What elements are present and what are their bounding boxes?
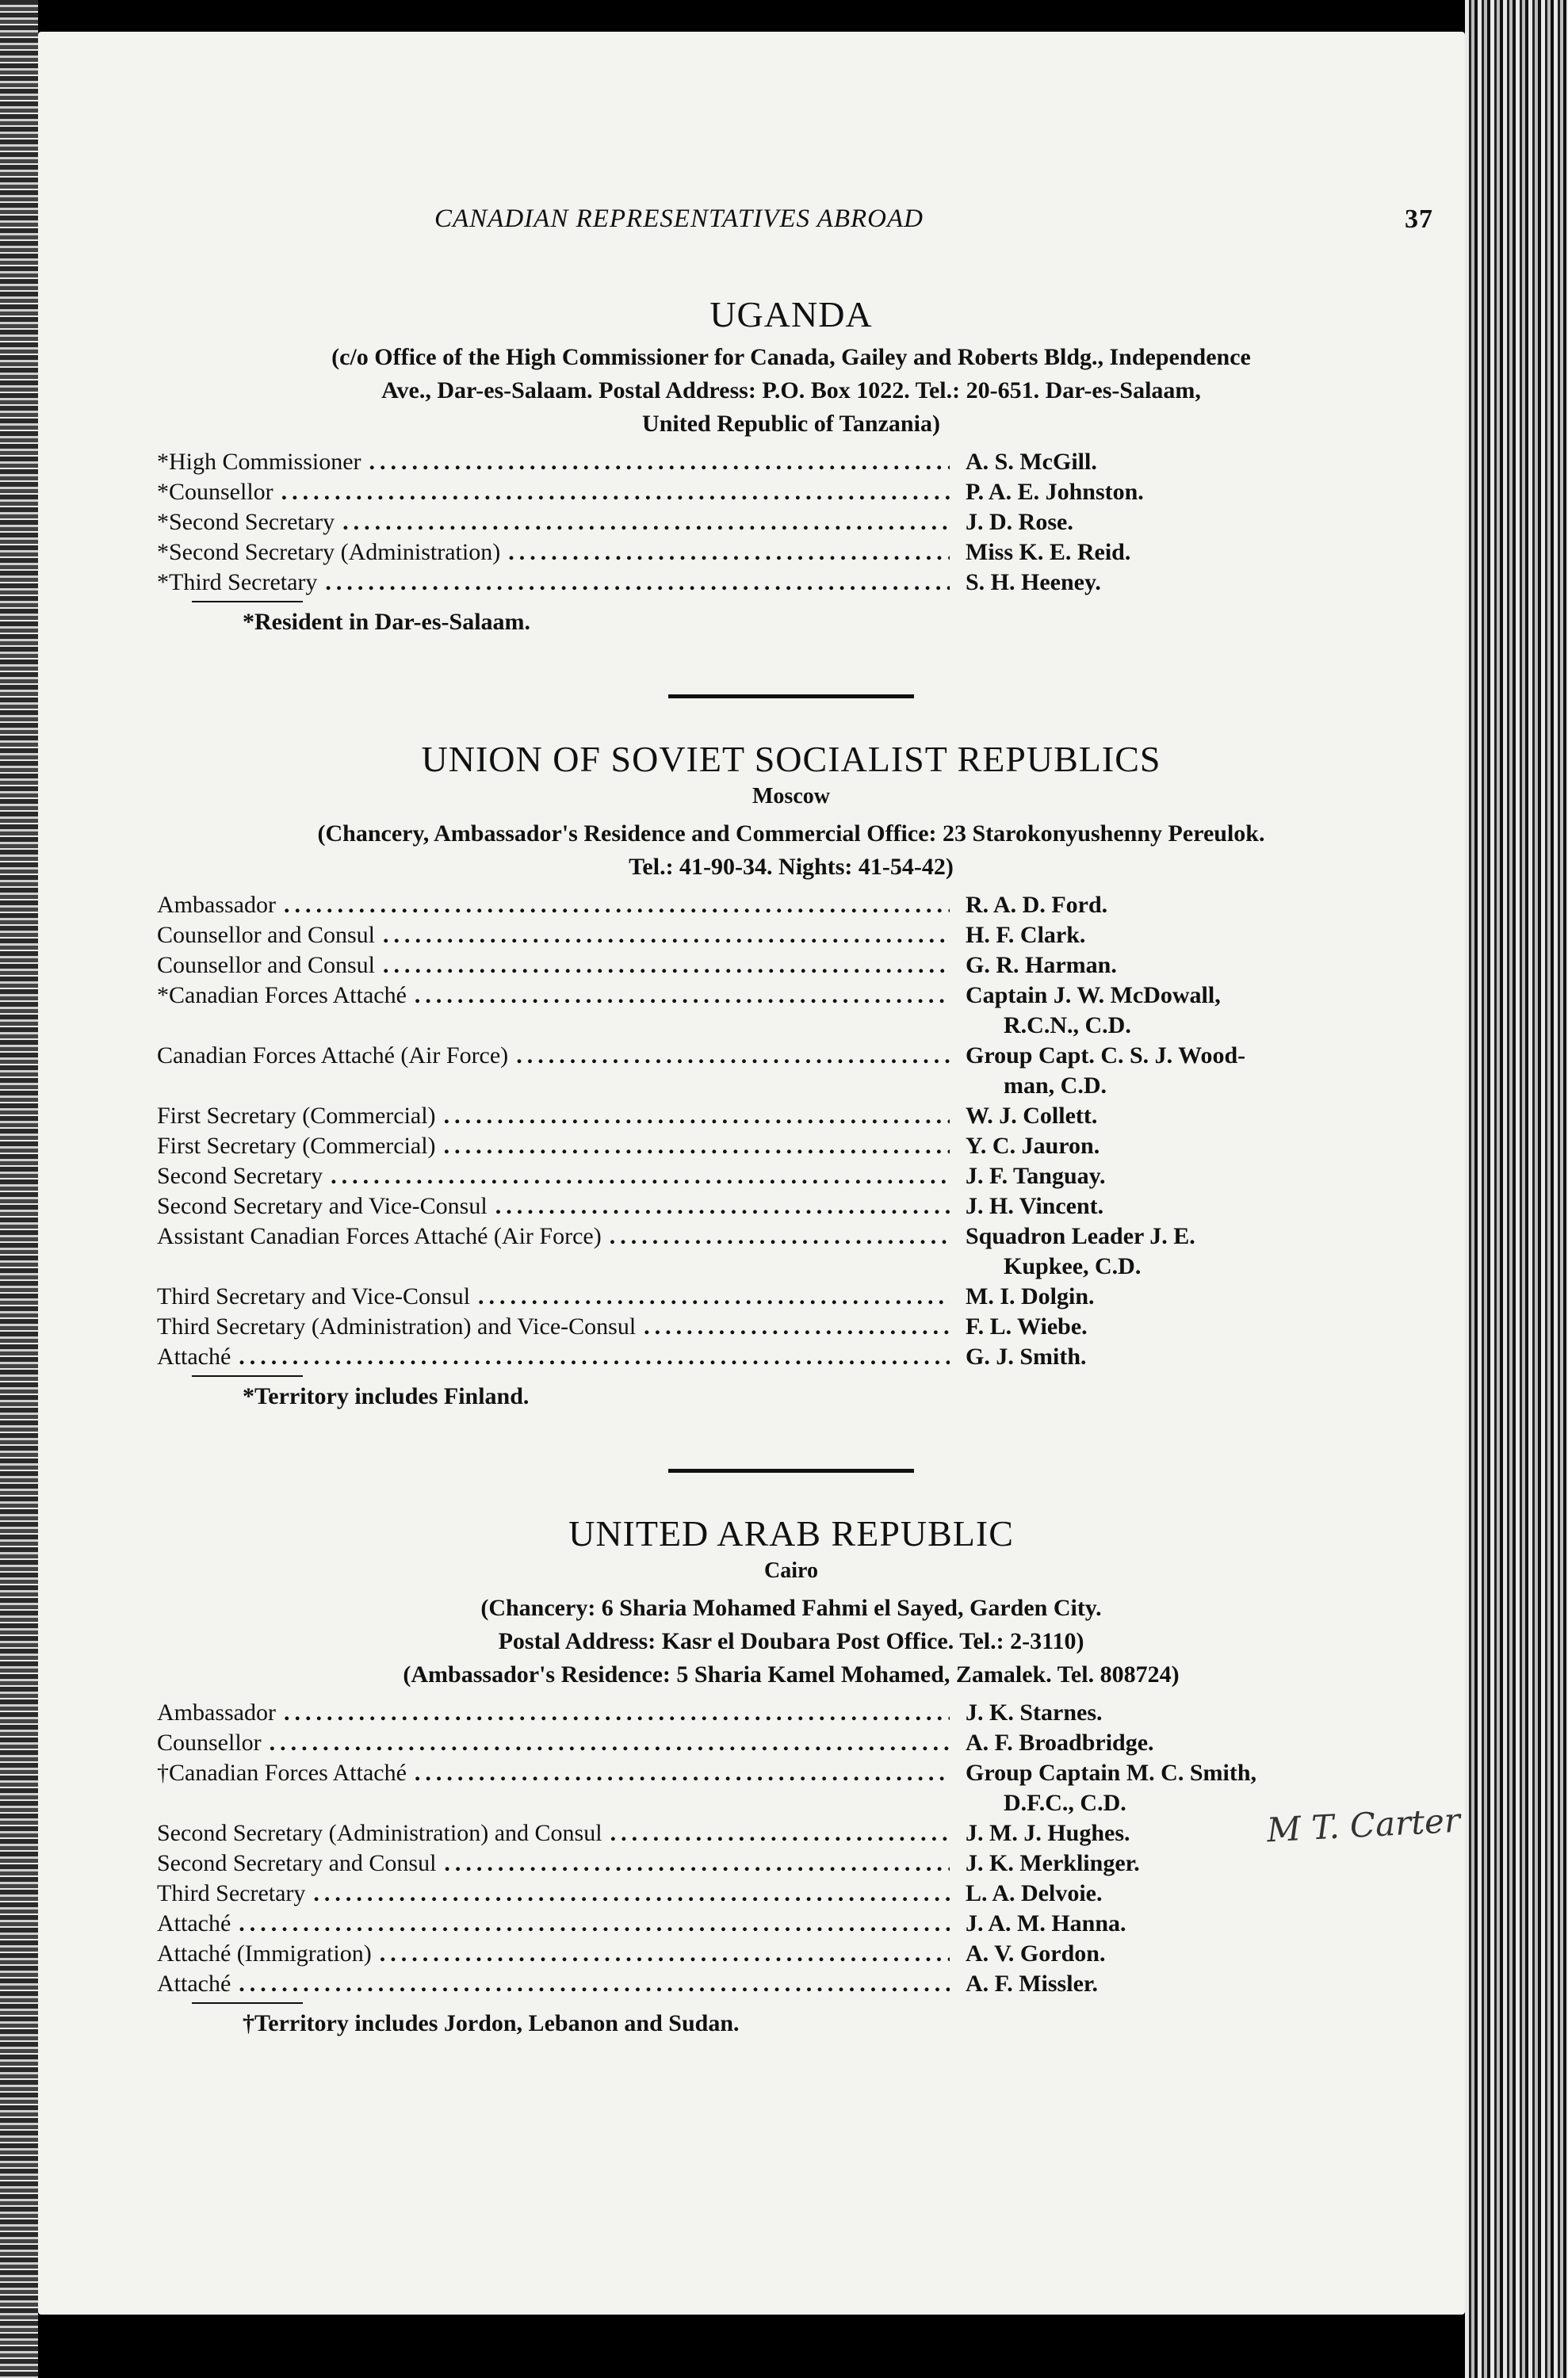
- staff-row: [157, 1101, 1425, 1131]
- position-title: Attaché: [157, 1971, 231, 1997]
- dot-leader: [415, 1758, 950, 1788]
- position-title: *Second Secretary: [157, 509, 335, 535]
- staff-row: [157, 537, 1425, 568]
- officer-name-line: R. A. D. Ford.: [966, 892, 1108, 918]
- address-line: Ave., Dar-es-Salaam. Postal Address: P.O. Box 1022. Tel.: 20-651. Dar-es-Salaam,: [381, 377, 1201, 403]
- officer-name-line: J. K. Starnes.: [966, 1699, 1103, 1726]
- officer-name-line: J. A. M. Hanna.: [966, 1910, 1126, 1936]
- mission-address: [157, 817, 1425, 884]
- staff-row: [157, 507, 1425, 537]
- dot-leader: [239, 1342, 950, 1372]
- dot-leader: [644, 1312, 950, 1342]
- staff-row: [157, 1698, 1425, 1728]
- position-title: Canadian Forces Attaché (Air Force): [157, 1042, 509, 1069]
- handwritten-annotation: M T. Carter: [1265, 1800, 1462, 1850]
- staff-row: [157, 1758, 1425, 1818]
- dot-leader: [383, 950, 950, 981]
- officer-name-line: S. H. Heeney.: [966, 569, 1101, 595]
- city-name: Moscow: [752, 784, 830, 809]
- dot-leader: [331, 1161, 950, 1191]
- officer-name: [966, 890, 1409, 920]
- dot-leader: [610, 1221, 950, 1252]
- position-cell: [157, 507, 950, 537]
- position-cell: [157, 1879, 950, 1909]
- officer-name: [966, 1221, 1409, 1282]
- position-cell: [157, 1909, 950, 1939]
- officer-name: [966, 1698, 1409, 1728]
- position-cell: [157, 1728, 950, 1758]
- mission-address: [157, 1592, 1425, 1692]
- directory-page: [38, 32, 1465, 2315]
- officer-name-line: Captain J. W. McDowall,: [966, 982, 1221, 1008]
- officer-name: [966, 1131, 1409, 1161]
- officer-name: [966, 477, 1409, 507]
- officer-name-line: J. D. Rose.: [966, 509, 1073, 535]
- officer-name: [966, 1969, 1409, 1999]
- dot-leader: [325, 568, 950, 598]
- officer-name-line: P. A. E. Johnston.: [966, 479, 1144, 505]
- officer-name-line: L. A. Delvoie.: [966, 1880, 1103, 1906]
- officer-name-line: Group Capt. C. S. J. Wood-: [966, 1042, 1246, 1069]
- officer-name-continuation: R.C.N., C.D.: [1004, 1012, 1131, 1038]
- officer-name-line: M. I. Dolgin.: [966, 1283, 1095, 1309]
- address-line: (Chancery, Ambassador's Residence and Commercial Office: 23 Starokonyushenny Pereulok.: [317, 820, 1265, 847]
- staff-list: [157, 447, 1425, 598]
- dot-leader: [610, 1818, 950, 1848]
- officer-name-line: W. J. Collett.: [966, 1103, 1098, 1129]
- officer-name: [966, 537, 1409, 568]
- staff-row: [157, 890, 1425, 920]
- staff-row: [157, 1969, 1425, 1999]
- dot-leader: [284, 890, 950, 920]
- officer-name-line: Y. C. Jauron.: [966, 1133, 1100, 1159]
- country-heading: UGANDA: [709, 294, 873, 335]
- section-divider: [668, 1469, 914, 1473]
- staff-row: [157, 477, 1425, 507]
- position-cell: [157, 1939, 950, 1969]
- dot-leader: [239, 1909, 950, 1939]
- staff-row: [157, 1342, 1425, 1372]
- page-number: 37: [1405, 205, 1433, 234]
- position-title: Attaché: [157, 1910, 231, 1936]
- position-cell: [157, 477, 950, 507]
- footnote-rule: [192, 1375, 303, 1377]
- dot-leader: [508, 537, 950, 568]
- footnote: †Territory includes Jordon, Lebanon and Sudan.: [243, 2010, 740, 2036]
- address-line: (Ambassador's Residence: 5 Sharia Kamel Mohamed, Zamalek. Tel. 808724): [403, 1661, 1180, 1688]
- officer-name-line: F. L. Wiebe.: [966, 1313, 1088, 1340]
- position-cell: [157, 1041, 950, 1101]
- position-title: Second Secretary (Administration) and Consul: [157, 1820, 602, 1846]
- dot-leader: [342, 507, 950, 537]
- dot-leader: [516, 1041, 950, 1071]
- position-title: *Second Secretary (Administration): [157, 539, 501, 565]
- dot-leader: [444, 1848, 950, 1879]
- staff-row: [157, 1879, 1425, 1909]
- officer-name: [966, 1282, 1409, 1312]
- country-heading: UNION OF SOVIET SOCIALIST REPUBLICS: [421, 739, 1161, 779]
- position-title: Second Secretary: [157, 1163, 323, 1189]
- staff-row: [157, 1312, 1425, 1342]
- staff-row: [157, 1282, 1425, 1312]
- country-heading: UNITED ARAB REPUBLIC: [568, 1513, 1014, 1554]
- dot-leader: [444, 1131, 950, 1161]
- staff-row: [157, 1909, 1425, 1939]
- footnote-rule: [192, 2002, 303, 2004]
- footnote: *Territory includes Finland.: [243, 1383, 530, 1409]
- staff-row: [157, 1041, 1425, 1101]
- officer-name: [966, 981, 1409, 1041]
- dot-leader: [369, 447, 950, 477]
- position-cell: [157, 1698, 950, 1728]
- officer-name-line: Miss K. E. Reid.: [966, 539, 1131, 565]
- position-cell: [157, 1969, 950, 1999]
- officer-name: [966, 1939, 1409, 1969]
- position-title: Ambassador: [157, 1699, 276, 1726]
- officer-name: [966, 1312, 1409, 1342]
- staff-row: [157, 1131, 1425, 1161]
- officer-name-continuation: man, C.D.: [1004, 1072, 1107, 1099]
- position-cell: [157, 1101, 950, 1131]
- staff-row: [157, 981, 1425, 1041]
- position-cell: [157, 981, 950, 1041]
- position-cell: [157, 950, 950, 981]
- officer-name-line: J. K. Merklinger.: [966, 1850, 1140, 1876]
- position-title: *Third Secretary: [157, 569, 318, 595]
- officer-name-line: A. S. McGill.: [966, 449, 1097, 475]
- position-cell: [157, 1848, 950, 1879]
- dot-leader: [313, 1879, 950, 1909]
- position-title: First Secretary (Commercial): [157, 1133, 436, 1159]
- staff-row: [157, 1221, 1425, 1282]
- officer-name-line: A. F. Broadbridge.: [966, 1730, 1154, 1756]
- officer-name: [966, 1161, 1409, 1191]
- address-line: Tel.: 41-90-34. Nights: 41-54-42): [629, 854, 954, 880]
- running-header: [434, 205, 1433, 234]
- position-title: *Canadian Forces Attaché: [157, 982, 407, 1008]
- book-spine-left: [0, 0, 38, 2378]
- country-section: [157, 293, 1425, 636]
- footnote: *Resident in Dar-es-Salaam.: [243, 609, 531, 635]
- officer-name-continuation: D.F.C., C.D.: [1004, 1790, 1126, 1816]
- dot-leader: [281, 477, 950, 507]
- position-title: Counsellor and Consul: [157, 952, 375, 978]
- position-cell: [157, 1758, 950, 1818]
- dot-leader: [444, 1101, 950, 1131]
- running-title: CANADIAN REPRESENTATIVES ABROAD: [434, 205, 924, 233]
- officer-name-line: A. F. Missler.: [966, 1971, 1098, 1997]
- address-line: (Chancery: 6 Sharia Mohamed Fahmi el Sayed, Garden City.: [480, 1595, 1102, 1621]
- position-cell: [157, 1312, 950, 1342]
- officer-name: [966, 1191, 1409, 1221]
- position-title: Third Secretary and Vice-Consul: [157, 1283, 471, 1309]
- officer-name-line: A. V. Gordon.: [966, 1940, 1106, 1967]
- section-divider: [668, 694, 914, 698]
- footnote-rule: [192, 601, 303, 602]
- position-cell: [157, 568, 950, 598]
- officer-name: [966, 447, 1409, 477]
- position-cell: [157, 537, 950, 568]
- position-title: Attaché (Immigration): [157, 1940, 372, 1967]
- staff-list: [157, 1698, 1425, 1999]
- dot-leader: [383, 920, 950, 950]
- position-title: Ambassador: [157, 892, 276, 918]
- position-title: Third Secretary (Administration) and Vice-Consul: [157, 1313, 637, 1340]
- staff-row: [157, 950, 1425, 981]
- officer-name-line: G. J. Smith.: [966, 1344, 1087, 1370]
- officer-name: [966, 1879, 1409, 1909]
- staff-row: [157, 1161, 1425, 1191]
- position-title: Counsellor and Consul: [157, 922, 375, 948]
- position-cell: [157, 1131, 950, 1161]
- country-section: [157, 738, 1425, 1410]
- staff-row: [157, 1848, 1425, 1879]
- officer-name-continuation: Kupkee, C.D.: [1004, 1253, 1142, 1279]
- position-title: First Secretary (Commercial): [157, 1103, 436, 1129]
- position-cell: [157, 1161, 950, 1191]
- position-title: Assistant Canadian Forces Attaché (Air Force): [157, 1223, 602, 1249]
- mission-address: [157, 341, 1425, 441]
- dot-leader: [284, 1698, 950, 1728]
- dot-leader: [478, 1282, 950, 1312]
- book-page-edges-right: [1465, 0, 1568, 2378]
- dot-leader: [415, 981, 950, 1011]
- position-cell: [157, 890, 950, 920]
- position-title: Second Secretary and Consul: [157, 1850, 437, 1876]
- officer-name: [966, 1342, 1409, 1372]
- staff-row: [157, 1728, 1425, 1758]
- officer-name: [966, 568, 1409, 598]
- officer-name-line: J. M. J. Hughes.: [966, 1820, 1130, 1846]
- position-cell: [157, 1221, 950, 1282]
- officer-name: [966, 920, 1409, 950]
- address-line: United Republic of Tanzania): [642, 411, 940, 437]
- dot-leader: [495, 1191, 950, 1221]
- officer-name-line: J. F. Tanguay.: [966, 1163, 1106, 1189]
- position-title: Counsellor: [157, 1730, 262, 1756]
- position-title: Attaché: [157, 1344, 231, 1370]
- officer-name: [966, 1909, 1409, 1939]
- address-line: (c/o Office of the High Commissioner for Canada, Gailey and Roberts Bldg., Independence: [331, 344, 1251, 370]
- dot-leader: [239, 1969, 950, 1999]
- country-section: [157, 1512, 1425, 2037]
- staff-row: [157, 920, 1425, 950]
- dot-leader: [270, 1728, 950, 1758]
- officer-name: [966, 1101, 1409, 1131]
- officer-name: [966, 1041, 1409, 1101]
- city-name: Cairo: [764, 1558, 818, 1583]
- dot-leader: [380, 1939, 950, 1969]
- officer-name: [966, 1728, 1409, 1758]
- position-title: Second Secretary and Vice-Consul: [157, 1193, 488, 1219]
- directory-content: [157, 293, 1425, 2037]
- address-line: Postal Address: Kasr el Doubara Post Office. Tel.: 2-3110): [498, 1628, 1084, 1654]
- officer-name-line: Squadron Leader J. E.: [966, 1223, 1195, 1249]
- position-cell: [157, 1342, 950, 1372]
- staff-row: [157, 568, 1425, 598]
- officer-name-line: Group Captain M. C. Smith,: [966, 1760, 1257, 1786]
- position-title: *High Commissioner: [157, 449, 361, 475]
- position-cell: [157, 1191, 950, 1221]
- officer-name-line: H. F. Clark.: [966, 922, 1086, 948]
- staff-row: [157, 1818, 1425, 1848]
- position-title: Third Secretary: [157, 1880, 306, 1906]
- position-cell: [157, 1282, 950, 1312]
- officer-name: [966, 950, 1409, 981]
- officer-name: [966, 507, 1409, 537]
- staff-list: [157, 890, 1425, 1372]
- staff-row: [157, 1939, 1425, 1969]
- staff-row: [157, 1191, 1425, 1221]
- position-cell: [157, 447, 950, 477]
- officer-name: [966, 1848, 1409, 1879]
- position-title: *Counsellor: [157, 479, 273, 505]
- staff-row: [157, 447, 1425, 477]
- position-title: †Canadian Forces Attaché: [157, 1760, 407, 1786]
- officer-name-line: J. H. Vincent.: [966, 1193, 1104, 1219]
- officer-name-line: G. R. Harman.: [966, 952, 1117, 978]
- position-cell: [157, 1818, 950, 1848]
- position-cell: [157, 920, 950, 950]
